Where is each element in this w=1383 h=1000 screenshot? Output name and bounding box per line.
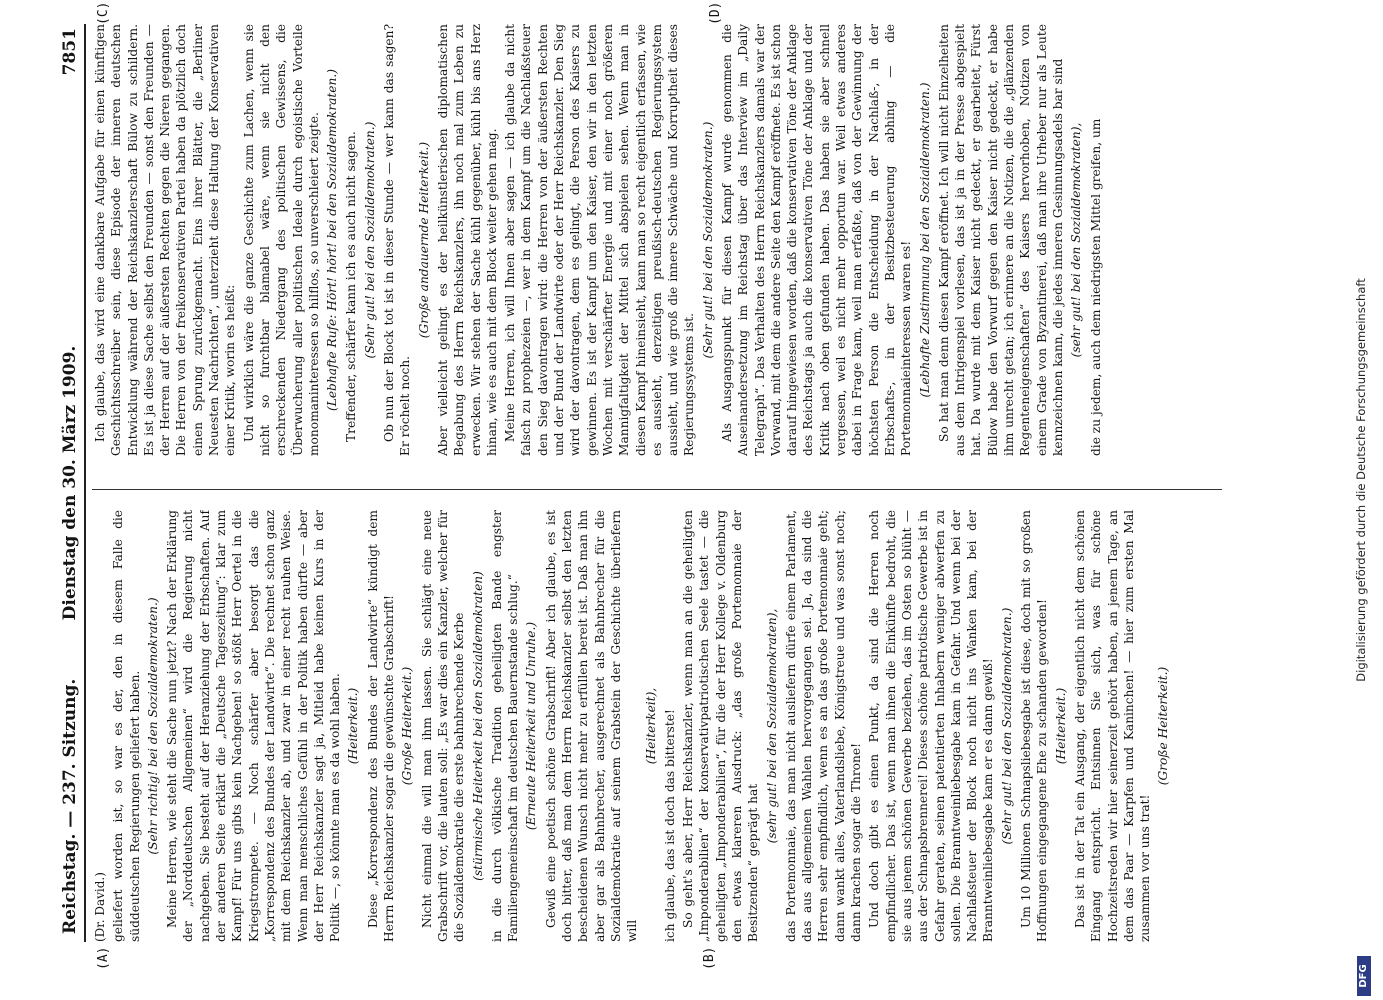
interjection: (Große Heiterkeit.): [1156, 666, 1171, 786]
interjection: (Sehr gut! bei den Sozialdemokraten.): [362, 121, 377, 359]
page-header: [58, 24, 86, 942]
paragraph: Aber vielleicht gelingt es der heilkünstlerischen diplomatischen Begabung des Herrn Reichskanzlers, ihn noch mal zum Leben zu erwecken. Wir stehen der Sache kühl gegenüber, kühl bis ans Herz hinan, wie es auch mit dem Block weiter gehen mag.: [435, 24, 499, 456]
margin-marker-a: (A): [96, 946, 111, 970]
paragraph: Diese „Korrespondenz des Bundes der Landwirte“ kündigt dem Herrn Reichskanzler sogar die gewünschte Grabschrift!: [365, 510, 397, 942]
header-date: Dienstag den 30. März 1909.: [60, 345, 80, 621]
paragraph: in die durch völkische Tradition geheiligten Bande engster Familiengemeinschaft im deutschen Bauernstande schlug.“: [489, 510, 521, 942]
right-column: [92, 24, 1272, 456]
interjection: (Heiterkeit.): [1053, 687, 1068, 765]
paragraph: Meine Herren, wie steht die Sache nun jetzt? Nach der Erklärung der „Norddeutschen Allgemeinen“ wird die Regierung nicht nachgeben. Sie besteht auf der Heranziehung der Erbschaften. Auf der anderen Seite erklärt die „Deutsche Tageszeitung“: klar zum Kampf! Für uns gibts kein Nachgeben! so stößt Herr Oertel in die Kriegstrompete. — Noch schärfer aber besorgt das die „Korrespondenz des Bundes der Landwirte“. Die rechnet schon ganz mit dem Reichskanzler ab, und zwar in einer recht rauhen Weise. Wenn man menschliches Gefühl in der Politik haben dürfte — aber der Herr Reichskanzler sagt ja, Mitleid habe keinen Kurs in der Politik —, so könnte man es da wohl haben.: [165, 510, 343, 942]
margin-marker-d: (D): [708, 1, 723, 25]
paragraph: das Portemonnaie, das man nicht ausliefern dürfe einem Parlament, das aus allgemeinen Wahlen hervorgegangen sei. Ja, da sind die Herren sehr empfindlich, wenn es an das große Portemonnaie geht; dann wankt alles, Vaterlandsliebe, Königstreue und was sonst noch; dann krachen sogar die Throne!: [783, 510, 864, 942]
paragraph: Das ist in der Tat ein Ausgang, der eigentlich nicht dem schönen Eingang entspricht. Entsinnen Sie sich, was für schöne Hochzeitsreden wir hier seinerzeit gehört haben, an jenem Tage, an dem das Paar — Karpfen und Kaninchen! — hier zum ersten Mal zusammen vor uns trat!: [1072, 510, 1153, 942]
paragraph: So hat man denn diesen Kampf eröffnet. Ich will nicht Einzelheiten aus dem Intrigenspiel vorlesen, das ist ja in der Presse abgespielt hat. Da wurde mit dem Kaiser nicht gedeckt, er gearbeitet, Fürst Bülow habe den Vorwurf gegen den Kaiser nicht gedeckt, er habe ihm unrecht getan; ich erinnere an die Notizen, die die „glänzenden Regenteneigenschaften“ des Kaisers hervorhoben, Notizen von einem Grade von Byzantinerei, daß man ihre Urheber nur als Leute kennzeichnen kann, die jedes inneren Gesinnungsadels bar sind: [936, 24, 1065, 456]
paragraph: So geht's aber, Herr Reichskanzler, wenn man an die geheiligten „Imponderabilien“ der konservativpatriotischen Seele tastet — die geheiligten „Imponderabilien“, für die der Herr Kollege v. Oldenburg den etwas klareren Ausdruck: „das große Portemonnaie der Besitzenden“ geprägt hat: [681, 510, 761, 942]
paragraph: Und doch gibt es einen Punkt, da sind die Herren noch empfindlicher. Das ist, wenn man ihnen die Einkünfte bedroht, die sie aus jenem schönen Gewerbe beziehen, das im Osten so blüht — aus der Schnapsbrennerei! Dieses schöne patriotische Gewerbe ist in Gefahr geraten, seinen patentierten Inhabern weniger abwerfen zu sollen. Die Branntweinliebesgabe kam in Gefahr. Und wenn bei der Nachlaßsteuer der Block noch nicht ins Wanken kam, bei der Branntweinliebesgabe kam er es dann gewiß!: [867, 510, 996, 942]
speaker-label: (Dr. David.): [93, 872, 107, 942]
margin-marker-c: (C): [96, 1, 111, 25]
paragraph: ich glaube, das ist doch das bitterste!: [662, 709, 677, 942]
left-column: [92, 510, 1272, 942]
digitization-credit: Digitalisierung gefördert durch die Deutsche Forschungsgemeinschaft: [1354, 278, 1368, 682]
paragraph: Als Ausgangspunkt für diesen Kampf wurde genommen die Auseinandersetzung im Reichstag über das Interview im „Daily Telegraph“. Das Verhalten des Herrn Reichskanzlers damals war der Vorwand, mit dem die andere Seite den Kampf eröffnete. Es ist schon darauf hingewiesen worden, daß die konservativen Töne der Anklage des Reichstags ja auch die konservativen Töne der Anklage und der Kritik nach oben gefunden haben. Das haben sie aber schnell vergessen, weil es nicht mehr opportun war. Weil etwas anderes dabei in Frage kam, weil man erfaßte, daß von der Gewinnung der höchsten Person die Entscheidung in der Nachlaß-, in der Erbschafts-, in der Besitzbesteuerung abhing — die Portemonnaieinteressen waren es!: [719, 24, 914, 456]
interjection: (sehr gut! bei den Sozialdemokraten),: [1069, 122, 1084, 358]
paragraph: geliefert worden ist, so war es der, den in diesem Falle die süddeutschen Regierungen geliefert haben.: [111, 510, 142, 942]
paragraph: die zu jedem, auch dem niedrigsten Mittel greifen, um: [1088, 118, 1103, 456]
paragraph: Gewiß eine poetisch schöne Grabschrift! Aber ich glaube, es ist doch bitter, daß man dem Herrn Reichskanzler selbst den letzten bescheidenen Wunsch nicht mehr zu erfüllen bereit ist. Daß man ihn aber gar als Bahnbrecher, ausgerechnet als Bahnbrecher für die Sozialdemokratie auf seinem Grabstein der Geschichte überliefern will: [543, 510, 640, 942]
interjection: (Große andauernde Heiterkeit.): [416, 141, 431, 339]
column-divider: [92, 489, 1222, 490]
interjection: (Heiterkeit),: [643, 687, 658, 765]
page-number: 7851: [60, 28, 80, 76]
paragraph: Und wirklich wäre die ganze Geschichte zum Lachen, wenn sie nicht so furchtbar blamabel wäre, wenn sie nicht den erschreckenden Niedergang des politischen Gewissens, die Überwucherung aller politischen Ideale durch egoistische Vorteile monomaninteressen so hilflos, so unverschleiert zeigte.: [241, 24, 321, 456]
interjection: (Lebhafte Zustimmung bei den Sozialdemokraten.): [917, 82, 932, 398]
interjection: (Sehr richtig! bei den Sozialdemokraten.): [145, 597, 160, 855]
interjection: (stürmische Heiterkeit bei den Sozialdemokraten): [470, 571, 485, 881]
interjection: (sehr gut! bei den Sozialdemokraten),: [764, 608, 779, 844]
interjection: (Sehr gut! bei den Sozialdemokraten.): [999, 607, 1014, 845]
paragraph: Ob nun der Block tot ist in dieser Stunde — wer kann das sagen? Er röchelt noch.: [382, 24, 413, 456]
interjection: (Lebhafte Rufe: Hört! hört! bei den Sozialdemokraten.): [325, 69, 340, 412]
paragraph: Treffender, schärfer kann ich es auch nicht sagen.: [344, 131, 359, 442]
margin-marker-b: (B): [702, 946, 717, 970]
interjection: (Heiterkeit.): [346, 687, 361, 765]
interjection: (Sehr gut! bei den Sozialdemokraten.): [700, 121, 715, 359]
interjection: (Erneute Heiterkeit und Unruhe.): [524, 621, 539, 831]
paragraph: Meine Herren, ich will Ihnen aber sagen — ich glaube da nicht falsch zu prophezeien —, wer in dem Kampf um die Nachlaßsteuer den Sieg davontragen wird: die Herren von der äußersten Rechten und der Bund der Landwirte oder der Herr Reichskanzler. Den Sieg wird der davontragen, dem es gelingt, die Person des Kaisers zu gewinnen. Es ist der Kampf um den Kaiser, den wir in den letzten Wochen mit verschärfter Energie und mit einer noch größeren Mannigfaltigkeit der Mittel sich abspielen sehen. Wenn man in diesen Kampf hineinsieht, kann man so recht eigentlich erfassen, wie es aussieht, derzeitigen preußisch-deutschen Regierungssystem aussieht, und wie groß die innere Schwäche und Korruptheit dieses Regierungssystems ist.: [503, 24, 697, 456]
paragraph: Nicht einmal die will man ihm lassen. Sie schlägt eine neue Grabschrift vor, die lauten soll: „Es war dies ein Kanzler, welcher für die Sozialdemokratie die erste bahnbrechende Kerbe: [419, 510, 467, 942]
dfg-logo: DFG: [1357, 956, 1371, 996]
header-session: Reichstag. — 237. Sitzung.: [60, 678, 80, 934]
paragraph: Um 10 Millionen Schnapsliebesgabe ist diese, doch mit so großen Hoffnungen eingegangene Ehe zu schanden geworden!: [1019, 510, 1050, 942]
paragraph: Ich glaube, das wird eine dankbare Aufgabe für einen künftigen Geschichtsschreiber sein, diese Episode der inneren deutschen Entwicklung während der Reichskanzlerschaft Bülow zu schildern. Es ist ja diese Sache selbst den Freunden — sonst den Freunden — der Herren auf der äußersten Rechten gegen die Nieren gegangen. Die Herren von der freikonservativen Partei haben da plötzlich doch einen Sprung zurückgemacht. Eins ihrer Blätter, die „Berliner Neuesten Nachrichten“, unterzieht diese Haltung der Konservativen einer Kritik, worin es heißt:: [93, 24, 238, 456]
interjection: (Große Heiterkeit.): [400, 666, 415, 786]
